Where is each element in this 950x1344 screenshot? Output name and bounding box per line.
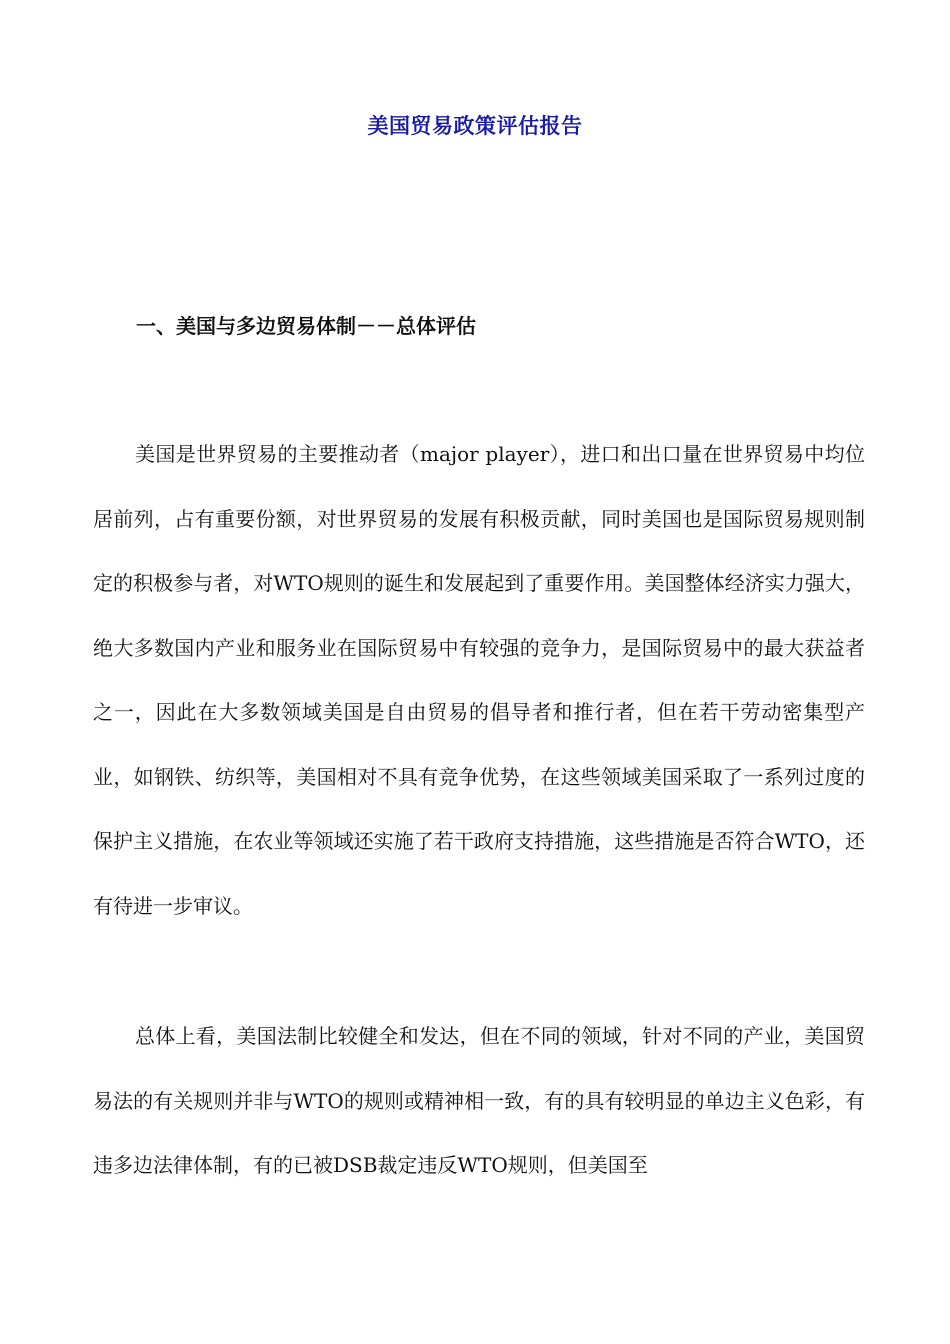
section-heading: 一、美国与多边贸易体制－－总体评估 <box>136 314 476 338</box>
body-paragraph-2: 总体上看，美国法制比较健全和发达，但在不同的领域，针对不同的产业，美国贸易法的有关规则并非与WTO的规则或精神相一致，有的具有较明显的单边主义色彩，有违多边法律体制，有的已被DSB裁定违反WTO规则，但美国至 <box>93 1024 865 1177</box>
document-title: 美国贸易政策评估报告 <box>367 113 583 138</box>
body-paragraph-1: 美国是世界贸易的主要推动者（major player），进口和出口量在世界贸易中均位居前列，占有重要份额，对世界贸易的发展有积极贡献，同时美国也是国际贸易规则制定的积极参与者，对WTO规则的诞生和发展起到了重要作用。美国整体经济实力强大，绝大多数国内产业和服务业在国际贸易中有较强的竞争力，是国际贸易中的最大获益者之一，因此在大多数领域美国是自由贸易的倡导者和推行者，但在若干劳动密集型产业，如钢铁、纺织等，美国相对不具有竞争优势，在这些领域美国采取了一系列过度的保护主义措施，在农业等领域还实施了若干政府支持措施，这些措施是否符合WTO，还有待进一步审议。 <box>93 442 865 918</box>
